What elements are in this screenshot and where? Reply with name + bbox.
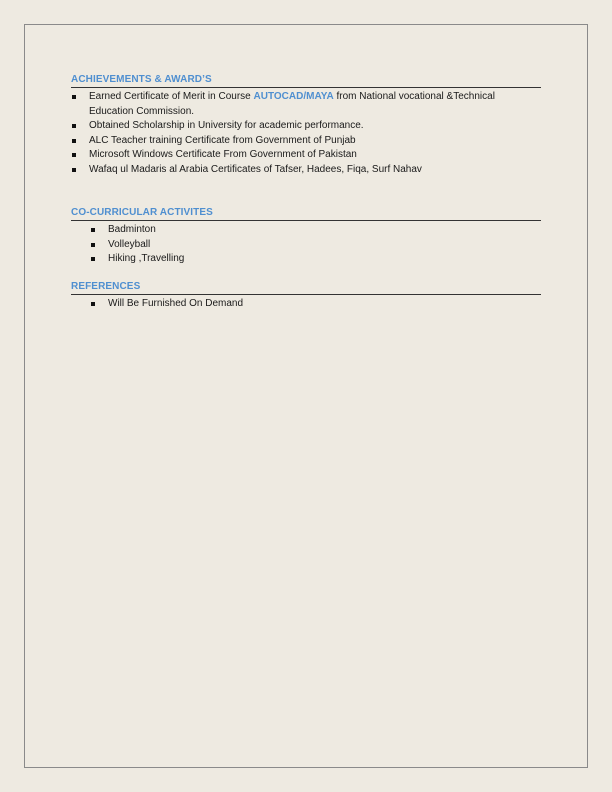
- square-bullet-icon: [72, 124, 76, 128]
- list-item: [71, 90, 541, 119]
- list-item: [71, 252, 541, 267]
- achievement-text: Microsoft Windows Certificate From Government of Pakistan: [89, 149, 357, 160]
- list-item: [71, 238, 541, 253]
- references-list: [71, 297, 541, 312]
- cocurricular-heading: CO-CURRICULAR ACTIVITES: [71, 207, 541, 221]
- cocurricular-list: [71, 223, 541, 267]
- achievement-text: Obtained Scholarship in University for academic performance.: [89, 120, 364, 131]
- achievement-highlight: AUTOCAD/MAYA: [253, 91, 334, 102]
- square-bullet-icon: [91, 228, 95, 232]
- list-item: [71, 163, 541, 178]
- cocurricular-section: [71, 207, 541, 267]
- square-bullet-icon: [72, 139, 76, 143]
- square-bullet-icon: [72, 153, 76, 157]
- square-bullet-icon: [91, 243, 95, 247]
- list-item: [71, 148, 541, 163]
- achievements-heading: ACHIEVEMENTS & AWARD’S: [71, 74, 541, 88]
- achievements-section: [71, 74, 541, 177]
- achievement-text: Wafaq ul Madaris al Arabia Certificates of Tafser, Hadees, Fiqa, Surf Nahav: [89, 163, 422, 175]
- list-item: [71, 134, 541, 149]
- activity-text: Badminton: [108, 224, 156, 235]
- activity-text: Hiking ,Travelling: [108, 253, 185, 264]
- achievements-list: [71, 90, 541, 177]
- achievement-text-start: Earned Certificate of Merit in Course: [89, 91, 254, 102]
- reference-text: Will Be Furnished On Demand: [108, 298, 244, 309]
- activity-text: Volleyball: [108, 238, 151, 250]
- list-item: [71, 223, 541, 238]
- list-item: [71, 119, 541, 134]
- references-heading: REFERENCES: [71, 281, 541, 295]
- square-bullet-icon: [72, 168, 76, 172]
- achievement-text-end: from National vocational &Technical Education Commission.: [89, 91, 495, 117]
- square-bullet-icon: [72, 95, 76, 99]
- square-bullet-icon: [91, 257, 95, 261]
- list-item: [71, 297, 541, 312]
- achievement-text: ALC Teacher training Certificate from Government of Punjab: [89, 134, 356, 146]
- references-section: [71, 281, 541, 312]
- square-bullet-icon: [91, 302, 95, 306]
